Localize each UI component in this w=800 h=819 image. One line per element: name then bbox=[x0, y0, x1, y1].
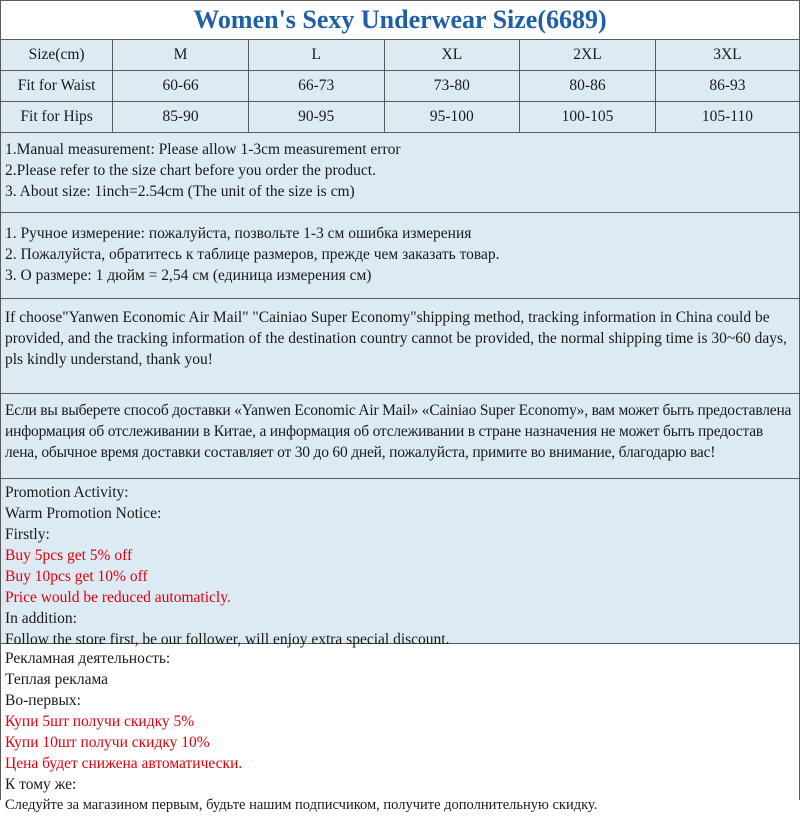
size-header-row bbox=[1, 40, 799, 71]
promo-notice: Теплая реклама bbox=[5, 671, 109, 688]
note-line: 3. О размере: 1 дюйм = 2,54 см (единица измерения см) bbox=[5, 267, 372, 284]
notes-en-block bbox=[1, 133, 799, 213]
promo-auto-reduce: Цена будет снижена автоматически. bbox=[5, 755, 243, 772]
promo-addition: К тому же: bbox=[5, 776, 77, 793]
header-cell: XL bbox=[384, 40, 520, 71]
row-label: Fit for Waist bbox=[1, 71, 113, 102]
notes-ru-block bbox=[1, 213, 799, 299]
table-cell: 60-66 bbox=[113, 71, 249, 102]
hips-row bbox=[1, 102, 799, 133]
table-cell: 73-80 bbox=[384, 71, 520, 102]
table-cell: 80-86 bbox=[520, 71, 656, 102]
table-cell: 95-100 bbox=[384, 102, 520, 133]
table-cell: 105-110 bbox=[655, 102, 799, 133]
note-line: 3. About size: 1inch=2.54cm (The unit of the size is cm) bbox=[5, 183, 355, 200]
shipping-ru-block bbox=[1, 394, 799, 479]
note-line: 1.Manual measurement: Please allow 1-3cm measurement error bbox=[5, 141, 401, 158]
header-cell: 3XL bbox=[655, 40, 799, 71]
note-line: 2. Пожалуйста, обратитесь к таблице размеров, прежде чем заказать товар. bbox=[5, 246, 500, 263]
promo-heading: Рекламная деятельность: bbox=[5, 650, 171, 667]
promo-offer: Купи 5шт получи скидку 5% bbox=[5, 713, 195, 730]
promo-follow: Follow the store first, be our follower, will enjoy extra special discount. bbox=[5, 631, 450, 648]
promo-notice: Warm Promotion Notice: bbox=[5, 505, 162, 522]
table-cell: 90-95 bbox=[248, 102, 384, 133]
promo-heading: Promotion Activity: bbox=[5, 484, 129, 501]
note-line: 1. Ручное измерение: пожалуйста, позвольте 1-3 см ошибка измерения bbox=[5, 225, 472, 242]
promo-offer: Buy 10pcs get 10% off bbox=[5, 568, 148, 585]
promo-en-block bbox=[1, 479, 799, 648]
promo-addition: In addition: bbox=[5, 610, 77, 627]
promo-auto-reduce: Price would be reduced automaticly. bbox=[5, 589, 231, 606]
waist-row bbox=[1, 71, 799, 102]
promo-firstly: Во-первых: bbox=[5, 692, 81, 709]
page-title: Women's Sexy Underwear Size(6689) bbox=[1, 1, 799, 40]
shipping-note: If choose"Yanwen Economic Air Mail" "Cainiao Super Economy"shipping method, tracking information in China could be provided, and the tracking information of the destination country cannot be provided, the normal shipping time is 30~60 days, pls kindly understand, thank you! bbox=[5, 309, 787, 368]
shipping-note: Если вы выберете способ доставки «Yanwen Economic Air Mail» «Cainiao Super Economy», вам может быть предоставлена информация об отслеживании в Китае, а информация об отслеживании в стране назначения не может быть предостав лена, обычное время доставки составляет от 30 до 60 дней, пожалуйста, примите во внимание, благодарю вас! bbox=[5, 402, 792, 461]
promo-offer: Buy 5pcs get 5% off bbox=[5, 547, 133, 564]
header-cell: 2XL bbox=[520, 40, 656, 71]
table-cell: 85-90 bbox=[113, 102, 249, 133]
promo-firstly: Firstly: bbox=[5, 526, 50, 543]
shipping-en-block bbox=[1, 299, 799, 394]
promo-follow: Следуйте за магазином первым, будьте нашим подписчиком, получите дополнительную скидку. bbox=[5, 797, 598, 813]
size-table bbox=[1, 40, 799, 133]
note-line: 2.Please refer to the size chart before you order the product. bbox=[5, 162, 376, 179]
row-label: Fit for Hips bbox=[1, 102, 113, 133]
promo-offer: Купи 10шт получи скидку 10% bbox=[5, 734, 210, 751]
promo-ru-block bbox=[1, 644, 799, 819]
header-cell: L bbox=[248, 40, 384, 71]
table-cell: 100-105 bbox=[520, 102, 656, 133]
table-cell: 66-73 bbox=[248, 71, 384, 102]
table-cell: 86-93 bbox=[655, 71, 799, 102]
header-cell: Size(cm) bbox=[1, 40, 113, 71]
header-cell: M bbox=[113, 40, 249, 71]
